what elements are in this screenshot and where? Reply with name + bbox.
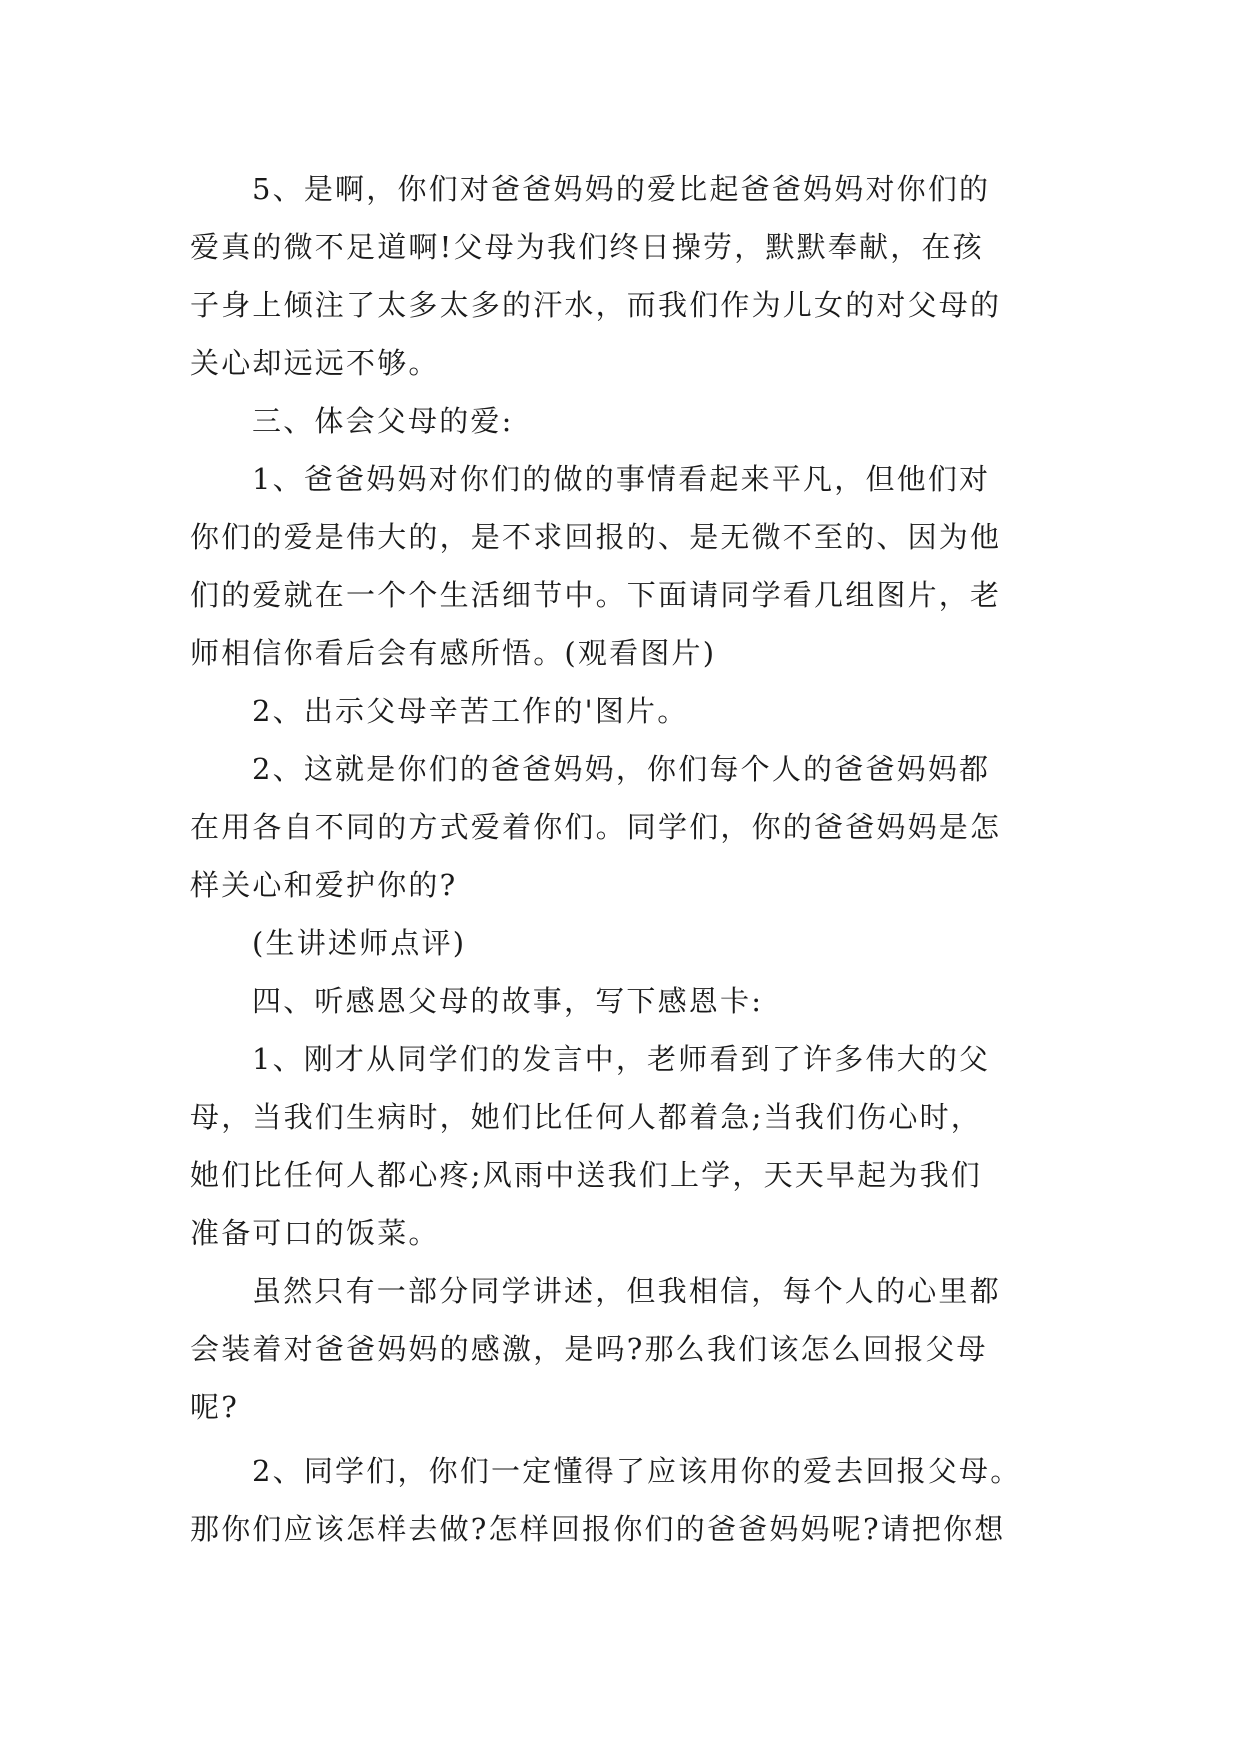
- paragraph-line: 1、刚才从同学们的发言中，老师看到了许多伟大的父: [252, 1042, 991, 1076]
- paragraph-line: 你们的爱是伟大的，是不求回报的、是无微不至的、因为他: [190, 520, 1002, 554]
- paragraph-line: 2、这就是你们的爸爸妈妈，你们每个人的爸爸妈妈都: [252, 752, 991, 786]
- paragraph-line: 呢?: [190, 1390, 239, 1424]
- section-heading: 四、听感恩父母的故事，写下感恩卡:: [252, 984, 764, 1018]
- paragraph-line: 在用各自不同的方式爱着你们。同学们，你的爸爸妈妈是怎: [190, 810, 1002, 844]
- paragraph-line: 母，当我们生病时，她们比任何人都着急;当我们伤心时，: [190, 1100, 982, 1134]
- paragraph-line: 爱真的微不足道啊!父母为我们终日操劳，默默奉献，在孩: [190, 230, 984, 264]
- paragraph-line: 那你们应该怎样去做?怎样回报你们的爸爸妈妈呢?请把你想: [190, 1512, 1006, 1546]
- paragraph-line: 样关心和爱护你的?: [190, 868, 458, 902]
- paragraph-line: 关心却远远不够。: [190, 346, 440, 380]
- paragraph-line: (生讲述师点评): [252, 926, 467, 960]
- paragraph-line: 1、爸爸妈妈对你们的做的事情看起来平凡，但他们对: [252, 462, 991, 496]
- paragraph-line: 子身上倾注了太多太多的汗水，而我们作为儿女的对父母的: [190, 288, 1002, 322]
- document-body: [190, 160, 1090, 1558]
- paragraph-line: 2、出示父母辛苦工作的'图片。: [252, 694, 689, 728]
- paragraph-line: 虽然只有一部分同学讲述，但我相信，每个人的心里都: [252, 1274, 1001, 1308]
- section-heading: 三、体会父母的爱:: [252, 404, 514, 438]
- paragraph-line: 5、是啊，你们对爸爸妈妈的爱比起爸爸妈妈对你们的: [252, 172, 991, 206]
- paragraph-line: 她们比任何人都心疼;风雨中送我们上学，天天早起为我们: [190, 1158, 982, 1192]
- paragraph-line: 2、同学们，你们一定懂得了应该用你的爱去回报父母。: [252, 1454, 1022, 1488]
- paragraph-line: 会装着对爸爸妈妈的感激，是吗?那么我们该怎么回报父母: [190, 1332, 988, 1366]
- paragraph-line: 准备可口的饭菜。: [190, 1216, 440, 1250]
- paragraph-line: 们的爱就在一个个生活细节中。下面请同学看几组图片，老: [190, 578, 1002, 612]
- paragraph-line: 师相信你看后会有感所悟。(观看图片): [190, 636, 717, 670]
